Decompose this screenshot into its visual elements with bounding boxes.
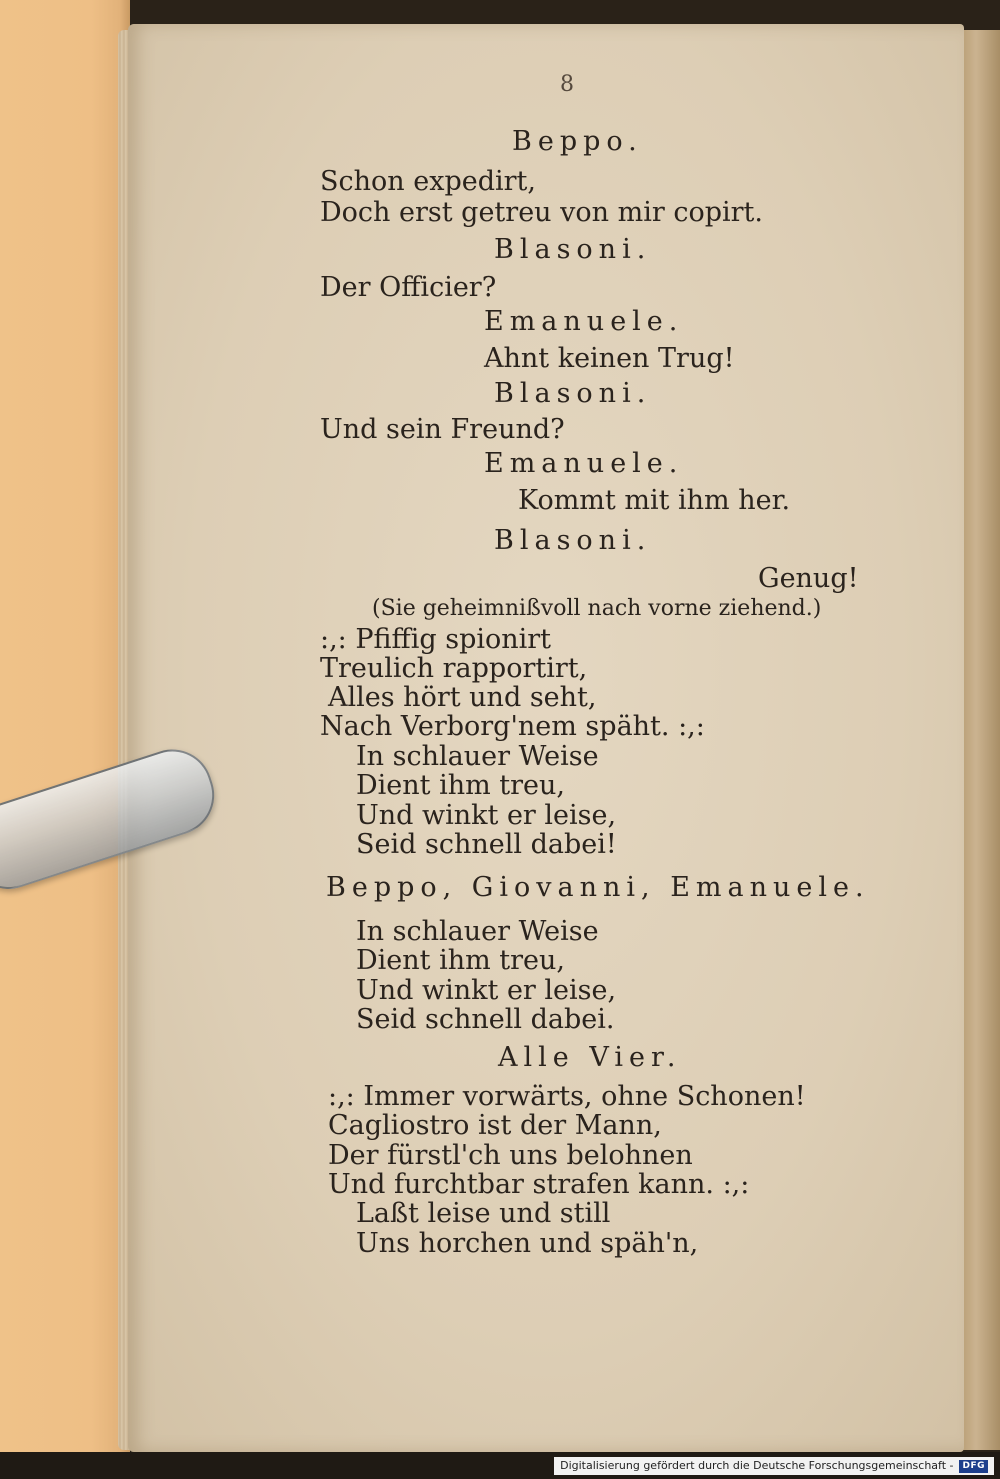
verse-line: Der Officier?: [320, 272, 497, 303]
verse-line: Cagliostro ist der Mann,: [328, 1110, 662, 1141]
verse-line: Doch erst getreu von mir copirt.: [320, 197, 763, 228]
verse-line: Seid schnell dabei!: [356, 829, 617, 860]
speaker-heading: Blasoni.: [494, 234, 652, 265]
verse-line: Und winkt er leise,: [356, 975, 617, 1006]
footer-credit: Digitalisierung gefördert durch die Deutsche Forschungsgemeinschaft -: [560, 1459, 954, 1472]
verse-line: Genug!: [758, 563, 859, 594]
speaker-heading: Beppo, Giovanni, Emanuele.: [326, 872, 870, 903]
left-page-edge: [0, 0, 130, 1479]
verse-line: Treulich rapportirt,: [320, 653, 588, 684]
page-number: 8: [560, 72, 574, 97]
verse-line: In schlauer Weise: [356, 741, 599, 772]
verse-line: Ahnt keinen Trug!: [484, 343, 735, 374]
digitization-footer: [554, 1457, 994, 1475]
verse-line: In schlauer Weise: [356, 916, 599, 947]
dfg-logo-icon: DFG: [959, 1460, 988, 1473]
speaker-heading: Blasoni.: [494, 378, 652, 409]
verse-line: :,: Immer vorwärts, ohne Schonen!: [328, 1081, 806, 1112]
verse-line: Schon expedirt,: [320, 166, 536, 197]
verse-line: Nach Verborg'nem späht. :,:: [320, 711, 705, 742]
verse-line: Und furchtbar strafen kann. :,:: [328, 1169, 750, 1200]
verse-line: Kommt mit ihm her.: [518, 485, 791, 516]
speaker-heading: Emanuele.: [484, 448, 684, 479]
verse-line: Dient ihm treu,: [356, 945, 565, 976]
stage-direction: (Sie geheimnißvoll nach vorne ziehend.): [372, 596, 822, 621]
verse-line: Alles hört und seht,: [328, 682, 597, 713]
book-page: [128, 24, 964, 1452]
next-page-edge: [960, 30, 1000, 1450]
speaker-heading: Emanuele.: [484, 306, 684, 337]
verse-line: Und winkt er leise,: [356, 800, 617, 831]
verse-line: Der fürstl'ch uns belohnen: [328, 1140, 693, 1171]
speaker-heading: Alle Vier.: [498, 1042, 682, 1073]
verse-line: Laßt leise und still: [356, 1198, 611, 1229]
verse-line: Dient ihm treu,: [356, 770, 565, 801]
verse-line: Seid schnell dabei.: [356, 1004, 615, 1035]
speaker-heading: Beppo.: [512, 126, 643, 157]
verse-line: Und sein Freund?: [320, 414, 565, 445]
speaker-heading: Blasoni.: [494, 525, 652, 556]
verse-line: Uns horchen und späh'n,: [356, 1228, 699, 1259]
verse-line: :,: Pfiffig spionirt: [320, 624, 552, 655]
